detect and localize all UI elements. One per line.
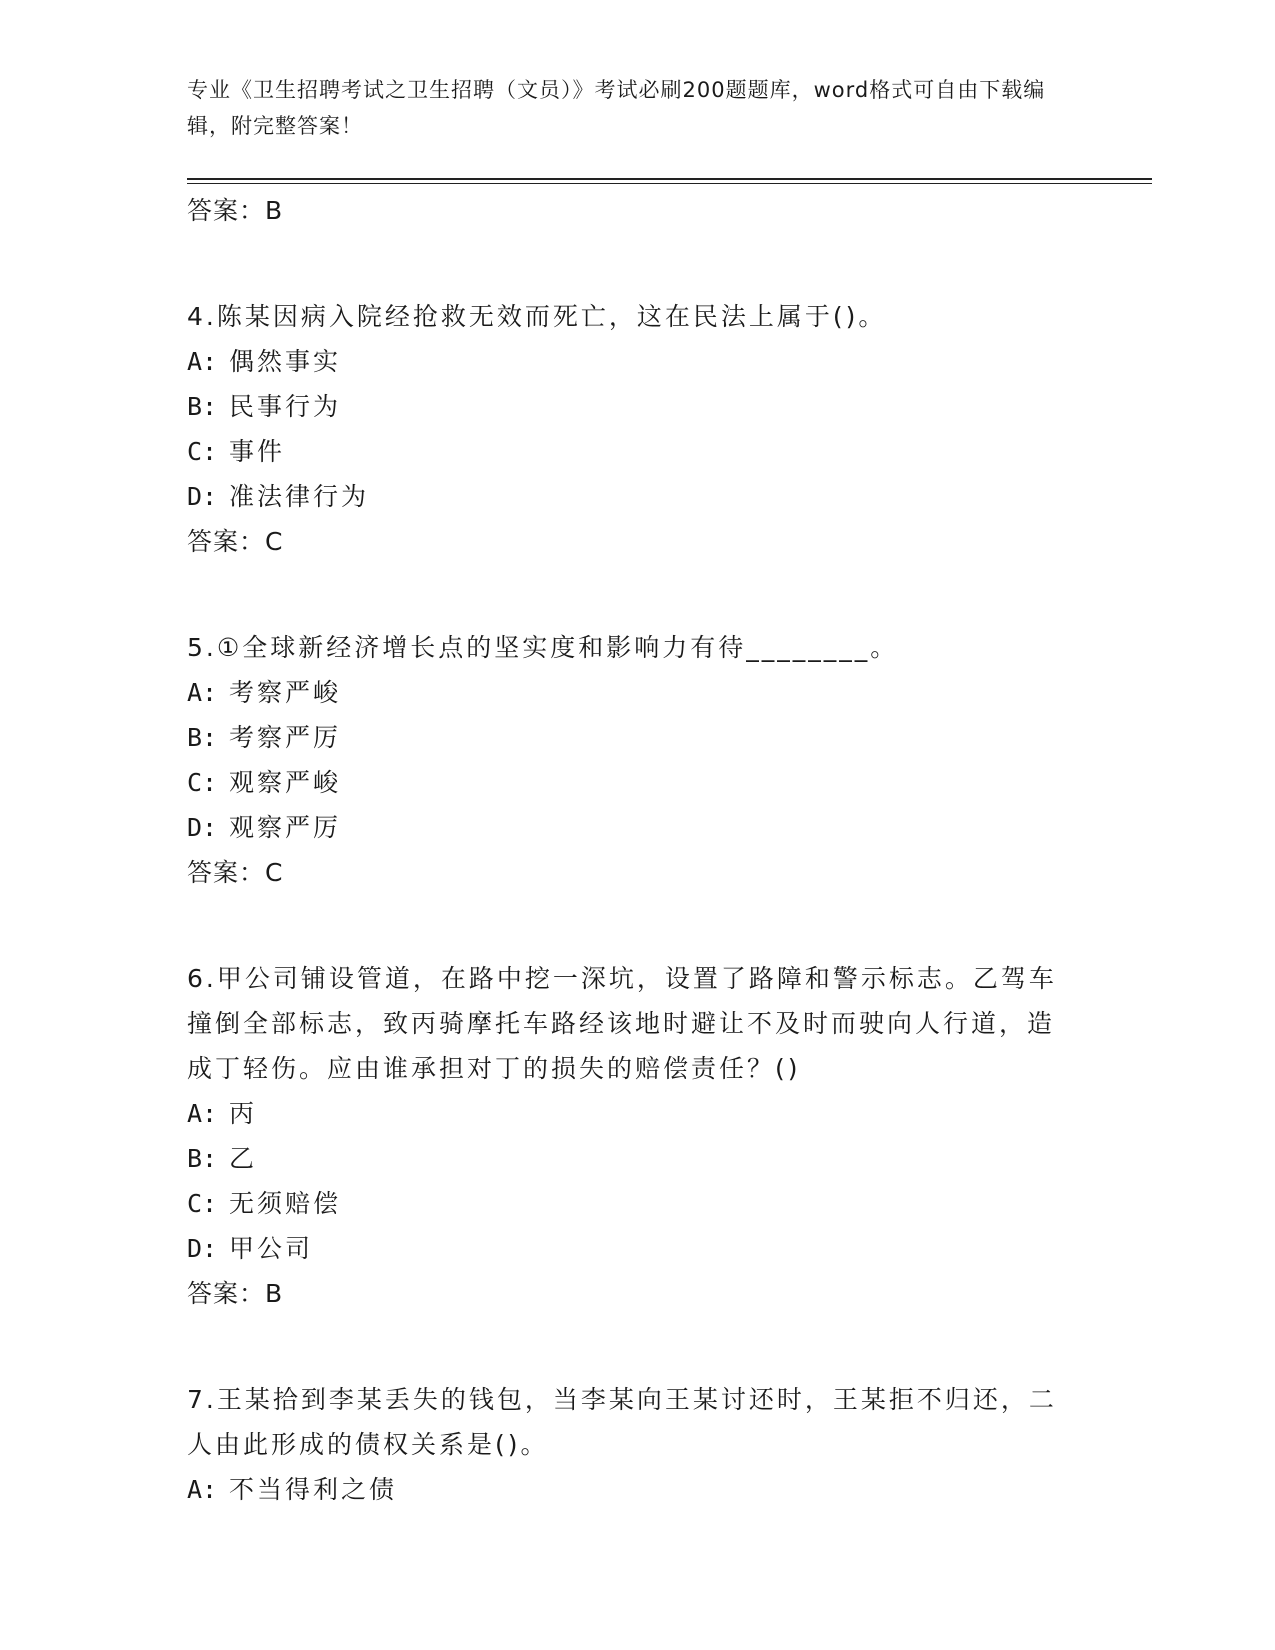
option-text: 丙 [229, 1099, 258, 1128]
option-letter: C: [187, 1189, 218, 1218]
option-a [187, 1467, 1067, 1512]
option-c [187, 1181, 1067, 1226]
option-text: 不当得利之债 [229, 1475, 398, 1504]
option-letter: B: [187, 1144, 218, 1173]
option-letter: A: [187, 678, 218, 707]
option-text: 无须赔偿 [229, 1189, 342, 1218]
option-d [187, 474, 1067, 519]
option-text: 偶然事实 [229, 347, 342, 376]
option-letter: D: [187, 482, 218, 511]
spacer [187, 1317, 1067, 1377]
option-b [187, 715, 1067, 760]
option-letter: D: [187, 1234, 218, 1263]
option-text: 事件 [229, 437, 286, 466]
option-b [187, 1136, 1067, 1181]
page-header: 专业《卫生招聘考试之卫生招聘（文员）》考试必刷200题题库，word格式可自由下载编辑，附完整答案！ [187, 78, 1046, 138]
header-rule-thick [187, 178, 1152, 180]
option-a [187, 339, 1067, 384]
option-text: 观察严峻 [229, 768, 342, 797]
option-b [187, 384, 1067, 429]
option-letter: C: [187, 768, 218, 797]
option-letter: A: [187, 1099, 218, 1128]
answer-line: 答案：C [187, 858, 284, 887]
option-c [187, 760, 1067, 805]
option-letter: A: [187, 347, 218, 376]
option-text: 乙 [229, 1144, 258, 1173]
option-a [187, 1091, 1067, 1136]
option-c [187, 429, 1067, 474]
answer-line: 答案：C [187, 527, 284, 556]
option-text: 考察严峻 [229, 678, 342, 707]
answer-line: 答案：B [187, 196, 284, 225]
question-text: 6.甲公司铺设管道，在路中挖一深坑，设置了路障和警示标志。乙驾车撞倒全部标志，致丙骑摩托车路经该地时避让不及时而驶向人行道，造成丁轻伤。应由谁承担对丁的损失的赔偿责任？() [187, 964, 1057, 1083]
spacer [187, 234, 1067, 294]
spacer [187, 896, 1067, 956]
option-text: 民事行为 [229, 392, 342, 421]
option-letter: B: [187, 392, 218, 421]
option-letter: D: [187, 813, 218, 842]
question-block [187, 294, 1067, 565]
question-text: 4.陈某因病入院经抢救无效而死亡，这在民法上属于()。 [187, 302, 887, 331]
header-rule-thin [187, 183, 1152, 184]
option-letter: A: [187, 1475, 218, 1504]
answer-line: 答案：B [187, 1279, 284, 1308]
option-text: 甲公司 [229, 1234, 314, 1263]
option-text: 观察严厉 [229, 813, 342, 842]
question-text: 7.王某拾到李某丢失的钱包，当李某向王某讨还时，王某拒不归还，二人由此形成的债权关系是()。 [187, 1385, 1057, 1459]
option-d [187, 1226, 1067, 1271]
spacer [187, 565, 1067, 625]
option-d [187, 805, 1067, 850]
question-list [187, 188, 1067, 1512]
option-text: 考察严厉 [229, 723, 342, 752]
option-letter: C: [187, 437, 218, 466]
option-text: 准法律行为 [229, 482, 370, 511]
option-a [187, 670, 1067, 715]
option-letter: B: [187, 723, 218, 752]
question-block [187, 625, 1067, 896]
question-text: 5.①全球新经济增长点的坚实度和影响力有待________。 [187, 633, 899, 662]
question-block [187, 956, 1067, 1317]
question-block [187, 1377, 1067, 1512]
